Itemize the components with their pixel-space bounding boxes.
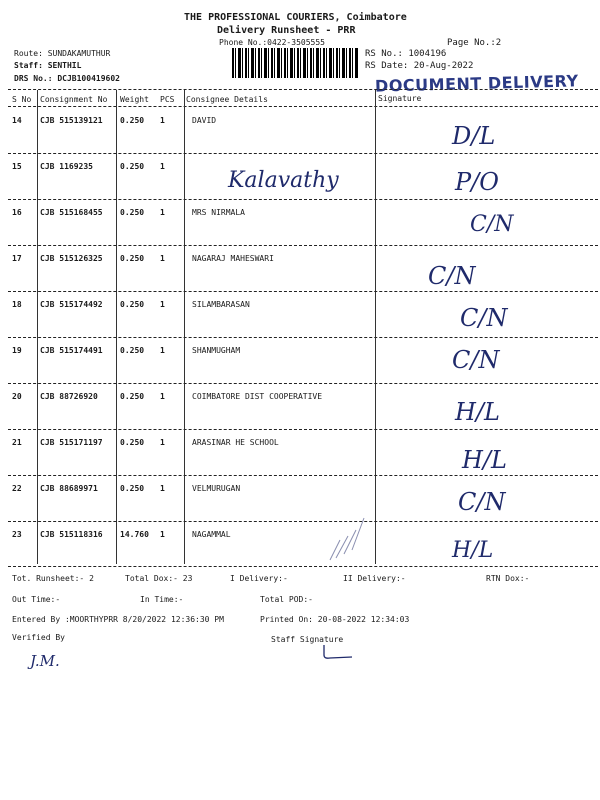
row-sno: 22 [12,484,22,493]
row-sno: 16 [12,208,22,217]
page-number: Page No.:2 [447,38,502,48]
row-pcs: 1 [160,162,165,171]
row-consignment: CJB 515174491 [40,346,103,355]
in-time: In Time:- [140,595,184,604]
total-pod: Total POD:- [260,595,313,604]
row-sno: 20 [12,392,22,401]
row-pcs: 1 [160,116,165,125]
row-weight: 0.250 [120,208,145,217]
row-divider [8,291,598,292]
row-divider [8,153,598,154]
barcode [232,48,358,78]
rtn-dox: RTN Dox:- [486,574,530,583]
col-pcs: PCS [160,95,175,104]
row-pcs: 1 [160,484,165,493]
company-name: THE PROFESSIONAL COURIERS, Coimbatore [184,12,407,23]
row-consignment: CJB 515139121 [40,116,103,125]
row-sno: 14 [12,116,22,125]
col-weight: Weight [120,95,149,104]
out-time: Out Time:- [12,595,61,604]
row-weight: 0.250 [120,438,145,447]
col-sno: S No [12,95,32,104]
row-signature: C/N [458,488,506,516]
row-pcs: 1 [160,530,165,539]
row-signature: C/N [428,262,476,290]
row-divider [8,429,598,430]
row-sno: 18 [12,300,22,309]
row-weight: 0.250 [120,300,145,309]
row-divider [8,521,598,522]
staff: Staff: SENTHIL [14,61,82,70]
row-consignee: COIMBATORE DIST COOPERATIVE [192,392,323,401]
column-line [375,90,376,564]
drs-number: DRS No.: DCJB100419602 [14,74,120,83]
tot-runsheet: Tot. Runsheet:- 2 [12,574,94,583]
header-divider-bottom [8,106,598,107]
row-consignee: NAGAMMAL [192,530,231,539]
row-consignee: DAVID [192,116,217,125]
row-divider [8,383,598,384]
row-consignment: CJB 515126325 [40,254,103,263]
verified-by: Verified By [12,633,65,642]
row-weight: 0.250 [120,254,145,263]
row-signature: C/N [452,346,500,374]
table-bottom-divider [8,566,598,567]
col-consignment: Consignment No [40,95,108,104]
row-divider [8,199,598,200]
row-signature: C/N [470,212,514,237]
rs-number: RS No.: 1004196 [365,49,447,59]
row-consignee: ARASINAR HE SCHOOL [192,438,279,447]
row-consignee: SHANMUGHAM [192,346,241,355]
row-signature: D/L [452,122,496,150]
sheet-title: Delivery Runsheet - PRR [217,25,356,36]
row-signature: H/L [455,398,500,426]
row-divider [8,475,598,476]
column-line [116,90,117,564]
row-pcs: 1 [160,254,165,263]
phone-number: Phone No.:0422-3505555 [219,38,325,47]
printed-on: Printed On: 20-08-2022 12:34:03 [260,615,410,624]
row-signature: H/L [452,538,494,563]
route: Route: SUNDAKAMUTHUR [14,49,111,58]
column-line [37,90,38,564]
row-consignment: CJB 515168455 [40,208,103,217]
row-consignment: CJB 88689971 [40,484,98,493]
row-pcs: 1 [160,300,165,309]
staff-signature-label: Staff Signature [271,635,344,644]
row-signature: C/N [460,304,508,332]
row-sno: 23 [12,530,22,539]
rs-date: RS Date: 20-Aug-2022 [365,61,474,71]
handwritten-consignee: Kalavathy [228,168,339,193]
i-delivery: I Delivery:- [230,574,288,583]
row-weight: 0.250 [120,392,145,401]
row-consignee: MRS NIRMALA [192,208,245,217]
document-delivery-stamp: DOCUMENT DELIVERY [374,71,579,96]
header-divider-top [8,89,598,90]
row-consignment: CJB 88726920 [40,392,98,401]
row-divider [8,337,598,338]
row-consignee: SILAMBARASAN [192,300,250,309]
row-weight: 0.250 [120,484,145,493]
pen-scribble [322,510,372,565]
col-signature: Signature [378,94,422,103]
row-sno: 17 [12,254,22,263]
column-line [184,90,185,564]
row-consignment: CJB 515174492 [40,300,103,309]
row-consignee: VELMURUGAN [192,484,241,493]
row-weight: 0.250 [120,346,145,355]
row-sno: 19 [12,346,22,355]
row-sno: 21 [12,438,22,447]
row-consignee: NAGARAJ MAHESWARI [192,254,274,263]
row-weight: 14.760 [120,530,149,539]
row-pcs: 1 [160,208,165,217]
row-pcs: 1 [160,346,165,355]
row-pcs: 1 [160,392,165,401]
col-consignee: Consignee Details [186,95,268,104]
row-signature: P/O [455,168,499,196]
total-dox: Total Dox:- 23 [125,574,193,583]
row-weight: 0.250 [120,162,145,171]
row-signature: H/L [462,446,507,474]
row-sno: 15 [12,162,22,171]
row-pcs: 1 [160,438,165,447]
row-consignment: CJB 515171197 [40,438,103,447]
staff-signature-mark [318,643,358,663]
ii-delivery: II Delivery:- [343,574,406,583]
verified-initials: J.M. [30,652,60,670]
row-consignment: CJB 515118316 [40,530,103,539]
entered-by: Entered By :MOORTHYPRR 8/20/2022 12:36:30 PM [12,615,224,624]
row-consignment: CJB 1169235 [40,162,93,171]
row-divider [8,245,598,246]
row-weight: 0.250 [120,116,145,125]
